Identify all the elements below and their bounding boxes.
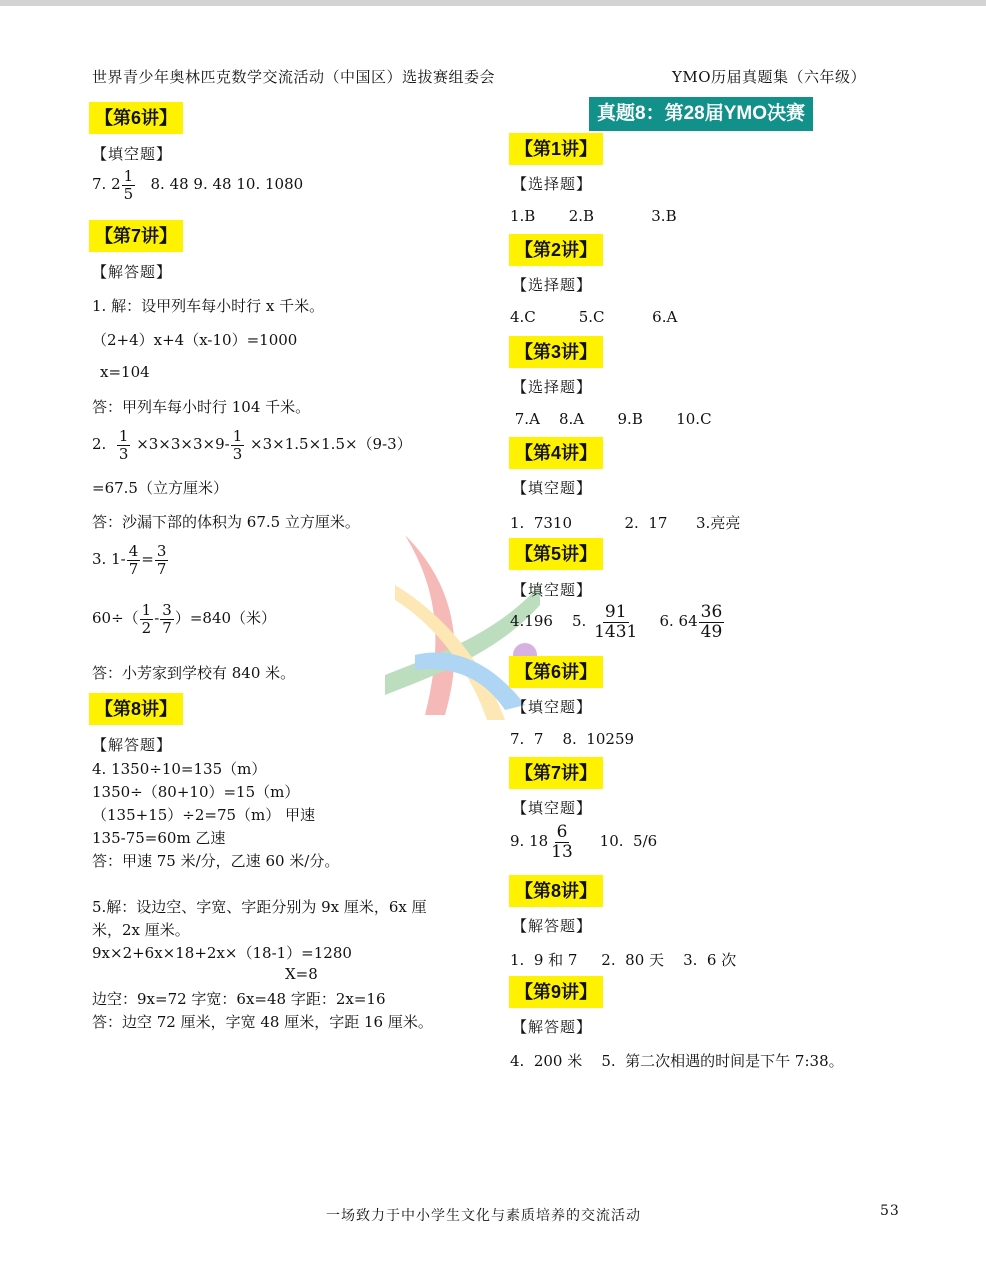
r-lecture8-subtitle: 【解答题】 <box>512 917 593 935</box>
q5-line: 边空：9x=72 字宽：6x=48 字距：2x=16 <box>92 990 386 1008</box>
q5-line: 米，2x 厘米。 <box>92 921 190 939</box>
r-lecture7-answers: 9. 18 $\frac{6}{13}$ 10. 5/6 <box>510 822 658 862</box>
exam-banner: 真题8：第28届YMO决赛 <box>589 97 813 131</box>
lecture6-subtitle: 【填空题】 <box>92 145 173 163</box>
fraction: $\frac{36}{49}$ <box>700 602 723 642</box>
q1-answer: 答：甲列车每小时行 104 千米。 <box>92 398 311 416</box>
q3-line2: 60÷（ $\frac{1}{2}$ - $\frac{3}{7}$ ）=840（米） <box>92 601 277 637</box>
r-lecture3-subtitle: 【选择题】 <box>512 378 593 396</box>
r-lecture9-subtitle: 【解答题】 <box>512 1018 593 1036</box>
lecture7-heading: 【第7讲】 <box>89 220 183 252</box>
r-lecture1-answers: 1.B 2.B 3.B <box>510 207 677 225</box>
r-lecture8-heading: 【第8讲】 <box>509 875 603 907</box>
q1-line: （2+4）x+4（x-10）=1000 <box>92 331 298 349</box>
r-lecture6-subtitle: 【填空题】 <box>512 698 593 716</box>
q5-line: X=8 <box>285 965 318 983</box>
q5-answer: 答：边空 72 厘米，字宽 48 厘米，字距 16 厘米。 <box>92 1013 433 1031</box>
r-lecture4-heading: 【第4讲】 <box>509 437 603 469</box>
header-organizer: 世界青少年奥林匹克数学交流活动（中国区）选拔赛组委会 <box>92 68 496 86</box>
q5-line: 9x×2+6x×18+2x×（18-1）=1280 <box>92 944 352 962</box>
q2-line1: 2. $\frac{1}{3}$ ×3×3×3×9- $\frac{1}{3}$ ×3×1.5×1.5×（9-3） <box>92 427 412 463</box>
r-lecture5-heading: 【第5讲】 <box>509 538 603 570</box>
lecture8-subtitle: 【解答题】 <box>92 736 173 754</box>
q4-line: （135+15）÷2=75（m） 甲速 <box>92 806 316 824</box>
header-book-title: YMO历届真题集（六年级） <box>672 68 867 86</box>
fraction: $\frac{6}{13}$ <box>551 822 573 862</box>
r-lecture7-heading: 【第7讲】 <box>509 757 603 789</box>
q4-line: 135-75=60m 乙速 <box>92 829 226 847</box>
lecture8-heading: 【第8讲】 <box>89 693 183 725</box>
r-lecture3-heading: 【第3讲】 <box>509 336 603 368</box>
r-lecture9-heading: 【第9讲】 <box>509 976 603 1008</box>
r-lecture9-answers: 4. 200 米 5. 第二次相遇的时间是下午 7:38。 <box>510 1052 844 1070</box>
r-lecture2-answers: 4.C 5.C 6.A <box>510 308 678 326</box>
lecture6-heading: 【第6讲】 <box>89 102 183 134</box>
q2-line2: =67.5（立方厘米） <box>92 479 228 497</box>
fraction: $\frac{4}{7}$ <box>128 542 139 578</box>
r-lecture1-heading: 【第1讲】 <box>509 133 603 165</box>
fraction: $\frac{91}{1431}$ <box>594 602 638 642</box>
q5-line: 5.解：设边空、字宽、字距分别为 9x 厘米，6x 厘 <box>92 898 427 916</box>
q4-answer: 答：甲速 75 米/分，乙速 60 米/分。 <box>92 852 340 870</box>
r-lecture2-heading: 【第2讲】 <box>509 234 603 266</box>
r-lecture1-subtitle: 【选择题】 <box>512 175 593 193</box>
q4-line: 1350÷（80+10）=15（m） <box>92 783 300 801</box>
fraction: $\frac{1}{3}$ <box>118 427 129 463</box>
r-lecture2-subtitle: 【选择题】 <box>512 276 593 294</box>
fraction: $\frac{3}{7}$ <box>162 601 172 637</box>
footer-slogan: 一场致力于中小学生文化与素质培养的交流活动 <box>326 1208 641 1224</box>
fraction: $\frac{1}{3}$ <box>232 427 243 463</box>
r-lecture8-answers: 1. 9 和 7 2. 80 天 3. 6 次 <box>510 951 737 969</box>
lecture7-subtitle: 【解答题】 <box>92 263 173 281</box>
top-border <box>0 0 986 6</box>
q2-answer: 答：沙漏下部的体积为 67.5 立方厘米。 <box>92 513 360 531</box>
q4-line: 4. 1350÷10=135（m） <box>92 760 267 778</box>
q3-line1: 3. 1- $\frac{4}{7}$ = $\frac{3}{7}$ <box>92 542 167 578</box>
r-lecture5-subtitle: 【填空题】 <box>512 581 593 599</box>
r-lecture4-subtitle: 【填空题】 <box>512 479 593 497</box>
r-lecture4-answers: 1. 7310 2. 17 3.亮亮 <box>510 514 741 532</box>
r-lecture3-answers: 7.A 8.A 9.B 10.C <box>510 410 712 428</box>
r-lecture6-heading: 【第6讲】 <box>509 656 603 688</box>
r-lecture6-answers: 7. 7 8. 10259 <box>510 730 635 748</box>
fraction: $\frac{1}{5}$ <box>123 167 134 203</box>
q3-answer: 答：小芳家到学校有 840 米。 <box>92 664 296 682</box>
r-lecture7-subtitle: 【填空题】 <box>512 799 593 817</box>
r-lecture5-answers: 4.196 5. $\frac{91}{1431}$ 6. 64 $\frac{36}{49}$ <box>510 602 723 642</box>
lecture6-answers: 7. 2 $\frac{1}{5}$ 8. 48 9. 48 10. 1080 <box>92 167 304 203</box>
fraction: $\frac{3}{7}$ <box>156 542 167 578</box>
fraction: $\frac{1}{2}$ <box>141 601 152 637</box>
page-number: 53 <box>880 1203 900 1219</box>
q1-line: 1. 解：设甲列车每小时行 x 千米。 <box>92 297 325 315</box>
q1-line: x=104 <box>100 363 150 381</box>
